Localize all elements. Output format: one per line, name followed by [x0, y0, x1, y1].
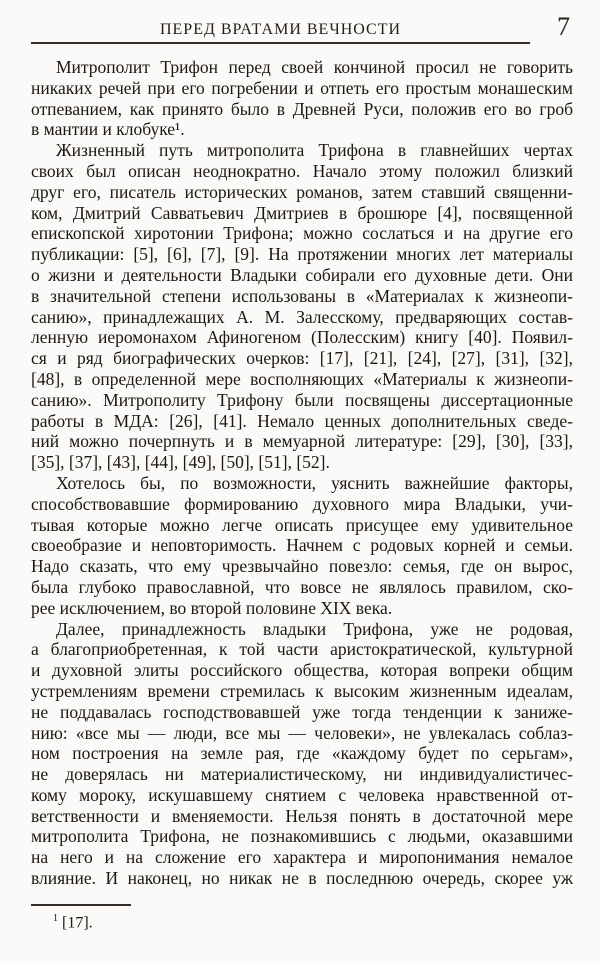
text-line: Хотелось бы, по возможности, уяснить важнейшие факторы,: [56, 472, 573, 493]
text-line: о жизни и деятельности Владыки собирали его духовные дети. Они: [31, 264, 573, 285]
footnote: [31, 904, 573, 932]
text-line: не доверялась ни материалистическому, ни индивидуалистичес-: [31, 764, 573, 785]
text-line: рее исключением, во второй половине XIX века.: [31, 597, 393, 618]
text-line: влияние. И наконец, но никак не в последнюю очередь, скорее уж: [31, 868, 573, 889]
text-line: кому мороку, искушавшему снятием с человека нравственной от-: [31, 784, 573, 805]
text-line: ветственности и вменяемости. Нельзя понять в достаточной мере: [31, 805, 573, 826]
text-line: санию», принадлежащих А. М. Залесскому, предваряющих состав-: [31, 306, 573, 327]
text-line: [35], [37], [43], [44], [49], [50], [51], [52].: [31, 452, 330, 473]
text-line: в значительной степени использованы в «Материалах к жизнеопи-: [31, 285, 573, 306]
text-line: Далее, принадлежность владыки Трифона, уже не родовая,: [56, 618, 573, 639]
text-line: своеобразие и неповторимость. Начнем с родовых корней и семьи.: [31, 535, 573, 556]
footnote-separator-rule: [31, 904, 131, 906]
text-line: публикации: [5], [6], [7], [9]. На протяжении многих лет материалы: [31, 244, 573, 265]
running-header: [31, 0, 530, 44]
footnote-marker: 1: [53, 913, 58, 924]
text-line: тывая которые можно легче описать присущее ему удивительное: [31, 514, 573, 535]
text-line: своих был описан неоднократно. Начало этому положил близкий: [31, 160, 573, 181]
text-line: [48], в определенной мере восполняющих «Материалы к жизнеопи-: [31, 368, 573, 389]
text-line: а благоприобретенная, к той части аристократической, культурной: [31, 639, 573, 660]
text-line: в мантии и клобуке¹.: [31, 119, 185, 140]
page-number: 7: [557, 12, 570, 41]
footnote-reference: [17].: [62, 914, 93, 932]
text-line: митрополита Трифона, не познакомившись с людьми, оказавшими: [31, 826, 573, 847]
text-line: ний можно почерпнуть и в мемуарной литературе: [29], [30], [33],: [31, 431, 573, 452]
text-line: Надо сказать, что ему чрезвычайно повезло: семья, где он вырос,: [31, 556, 573, 577]
footnote-text: [31, 910, 573, 932]
text-line: ленную иеромонахом Афиногеном (Полесским) книгу [40]. Появил-: [31, 327, 573, 348]
text-line: ком, Дмитрий Савватьевич Дмитриев в брошюре [4], посвященной: [31, 202, 573, 223]
text-line: друг его, писатель исторических романов, затем ставший священни-: [31, 181, 573, 202]
text-line: была глубоко православной, что вовсе не являлось правилом, ско-: [31, 576, 573, 597]
text-line: нию: «все мы — люди, все мы — человеки», не увлекалась соблаз-: [31, 722, 573, 743]
text-line: не поддавалась господствовавшей уже тогда тенденции к заниже-: [31, 701, 573, 722]
text-line: Митрополит Трифон перед своей кончиной просил не говорить: [56, 57, 573, 77]
text-line: епископской хиротонии Трифона; можно сослаться и на другие его: [31, 223, 573, 244]
text-line: на него и на сложение его характера и миропонимания немалое: [31, 847, 573, 868]
text-line: работы в МДА: [26], [41]. Немало ценных дополнительных сведе-: [31, 410, 573, 431]
text-line: отпеванием, как принято было в Древней Руси, положив его во гроб: [31, 98, 573, 119]
text-line: ном построения на земле рая, где «каждому будет по серьгам»,: [31, 743, 573, 764]
text-line: устремлениям времени стремилась к высоким жизненным идеалам,: [31, 680, 573, 701]
text-line: никаких речей при его погребении и отпеть его простым монашеским: [31, 77, 573, 98]
page-body: [31, 57, 573, 889]
text-line: санию». Митрополиту Трифону были посвящены диссертационные: [31, 389, 573, 410]
text-line: способствовавшие формированию духовного мира Владыки, учи-: [31, 493, 573, 514]
text-line: Жизненный путь митрополита Трифона в главнейших чертах: [56, 140, 573, 161]
page-title: ПЕРЕД ВРАТАМИ ВЕЧНОСТИ: [159, 21, 402, 38]
text-line: и духовной элиты российского общества, которая вопреки общим: [31, 660, 573, 681]
text-line: ся и ряд биографических очерков: [17], [21], [24], [27], [31], [32],: [31, 348, 573, 369]
